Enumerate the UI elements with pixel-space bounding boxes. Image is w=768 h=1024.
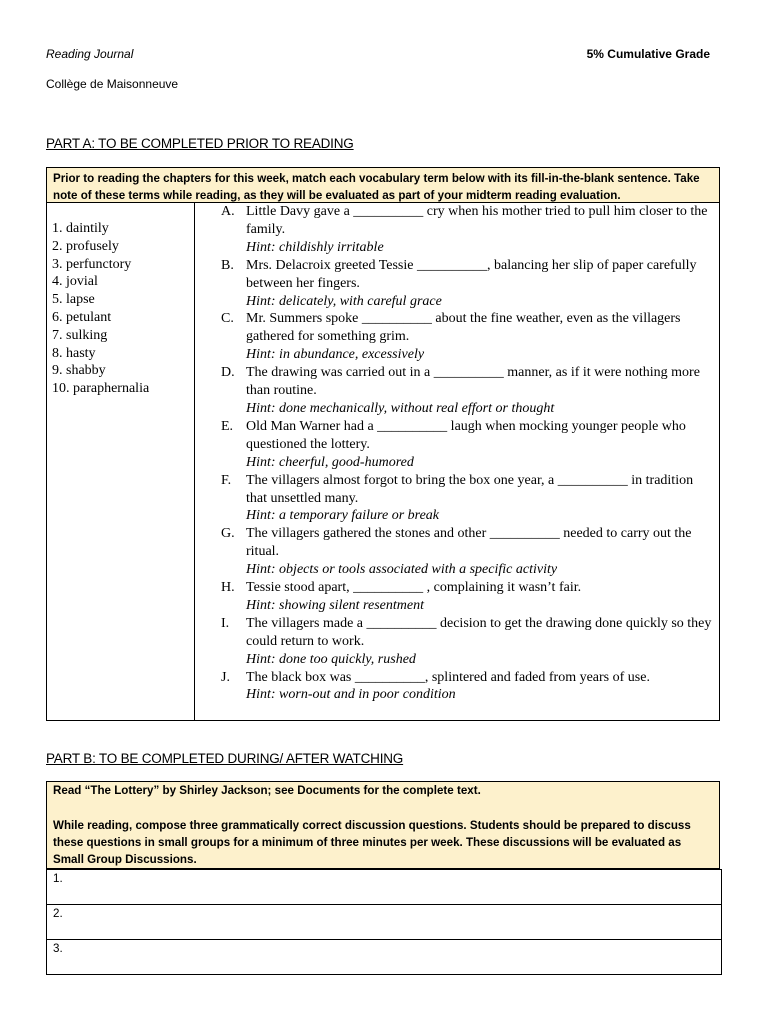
sentence-letter: A. bbox=[221, 204, 235, 219]
sentence-letter: F. bbox=[221, 472, 232, 488]
vocab-term: 2. profusely bbox=[52, 238, 119, 254]
sentence-text: The villagers almost forgot to bring the box one year, a __________ in tradition that unsettled many. bbox=[246, 472, 694, 506]
sentence-text: Mrs. Delacroix greeted Tessie __________, balancing her slip of paper carefully between her fingers. bbox=[246, 257, 697, 291]
vocab-term: 6. petulant bbox=[52, 309, 112, 325]
college-name: Collège de Maisonneuve bbox=[46, 77, 179, 91]
sentence-item bbox=[221, 615, 717, 669]
sentence-letter: C. bbox=[221, 311, 234, 327]
vocab-term: 5. lapse bbox=[52, 292, 95, 308]
part-b-title: PART B: TO BE COMPLETED DURING/ AFTER WATCHING bbox=[46, 751, 404, 766]
sentence-hint: Hint: in abundance, excessively bbox=[246, 347, 425, 363]
sentence-item bbox=[221, 203, 717, 257]
sentence-text: Tessie stood apart, __________ , complaining it wasn’t fair. bbox=[246, 580, 582, 596]
sentence-item bbox=[221, 257, 717, 311]
sentence-hint: Hint: delicately, with careful grace bbox=[246, 293, 442, 309]
sentence-hint: Hint: a temporary failure or break bbox=[246, 508, 439, 524]
sentence-text: The black box was __________, splintered and faded from years of use. bbox=[246, 669, 650, 685]
answer-row-3[interactable]: 3. bbox=[46, 939, 722, 975]
sentence-item bbox=[221, 418, 717, 472]
sentence-item bbox=[221, 472, 717, 526]
sentence-hint: Hint: childishly irritable bbox=[246, 239, 384, 255]
answer-row-2[interactable]: 2. bbox=[46, 904, 722, 940]
sentence-item bbox=[221, 310, 717, 364]
vocab-term: 7. sulking bbox=[52, 327, 108, 343]
part-a-title: PART A: TO BE COMPLETED PRIOR TO READING bbox=[46, 136, 354, 151]
vocabulary-terms-list bbox=[52, 220, 149, 398]
part-a-instructions: Prior to reading the chapters for this week, match each vocabulary term below with its fill-in-the-blank sentence. Take note of these terms while reading, as they will be evaluated as part of your midterm reading evaluation. bbox=[46, 167, 720, 203]
sentence-item bbox=[221, 525, 717, 579]
sentence-hint: Hint: done mechanically, without real effort or thought bbox=[246, 400, 555, 416]
part-b-instructions-reading: Read “The Lottery” by Shirley Jackson; see Documents for the complete text. bbox=[53, 784, 481, 797]
sentence-hint: Hint: showing silent resentment bbox=[246, 597, 424, 613]
sentence-text: The villagers gathered the stones and other __________ needed to carry out the ritual. bbox=[246, 526, 692, 560]
sentence-letter: H. bbox=[221, 580, 235, 596]
sentence-letter: I. bbox=[221, 615, 230, 631]
sentence-item bbox=[221, 364, 717, 418]
part-b-instructions-questions: While reading, compose three grammatically correct discussion questions. Students should be prepared to discuss these questions in small groups for a minimum of three minutes per week. These discussions will be evaluated as Small Group Discussions. bbox=[53, 819, 691, 866]
sentence-item bbox=[221, 579, 717, 615]
sentence-hint: Hint: done too quickly, rushed bbox=[246, 651, 416, 667]
vocab-term: 8. hasty bbox=[52, 345, 96, 361]
answer-row-1[interactable]: 1. bbox=[46, 869, 722, 905]
sentence-hint: Hint: worn-out and in poor condition bbox=[246, 687, 456, 703]
sentence-item bbox=[221, 669, 717, 705]
vocab-term: 9. shabby bbox=[52, 363, 106, 379]
journal-label: Reading Journal bbox=[46, 47, 134, 61]
sentence-hint: Hint: cheerful, good-humored bbox=[246, 454, 414, 470]
vocab-term: 4. jovial bbox=[52, 274, 98, 290]
sentence-text: The villagers made a __________ decision to get the drawing done quickly so they could return to work. bbox=[246, 615, 712, 649]
table-divider bbox=[194, 203, 195, 720]
sentence-letter: J. bbox=[221, 669, 230, 685]
grade-label: 5% Cumulative Grade bbox=[586, 47, 710, 61]
sentence-letter: B. bbox=[221, 257, 234, 273]
part-b-instructions bbox=[46, 781, 720, 869]
sentence-letter: G. bbox=[221, 526, 235, 542]
sentence-letter: D. bbox=[221, 365, 235, 381]
vocabulary-table bbox=[46, 202, 720, 721]
vocab-term: 10. paraphernalia bbox=[52, 381, 150, 397]
sentence-text: Old Man Warner had a __________ laugh when mocking younger people who questioned the lottery. bbox=[246, 418, 686, 452]
vocab-term: 3. perfunctory bbox=[52, 256, 132, 272]
vocab-term: 1. daintily bbox=[52, 221, 109, 236]
sentence-hint: Hint: objects or tools associated with a specific activity bbox=[246, 562, 558, 578]
sentence-letter: E. bbox=[221, 418, 234, 434]
sentence-text: Little Davy gave a __________ cry when his mother tried to pull him closer to the family. bbox=[246, 204, 708, 237]
sentence-text: Mr. Summers spoke __________ about the fine weather, even as the villagers gathered for something grim. bbox=[246, 311, 681, 345]
sentence-text: The drawing was carried out in a __________ manner, as if it were nothing more than routine. bbox=[246, 365, 700, 399]
fill-in-sentences-list bbox=[221, 203, 717, 704]
